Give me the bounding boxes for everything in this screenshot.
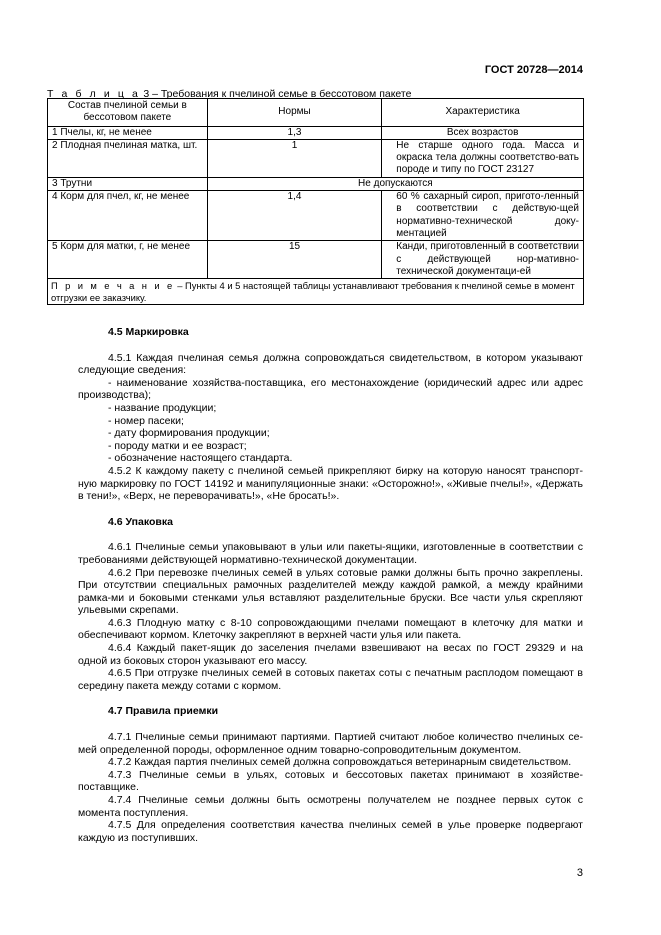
table-cell: 1 Пчелы, кг, не менее (48, 126, 208, 139)
table-cell: 5 Корм для матки, г, не менее (48, 241, 208, 279)
note-text: – Пункты 4 и 5 настоящей таблицы устанавливают требования к пчелиной семье в момент отгрузки ее заказчику. (51, 280, 575, 303)
table-row (48, 177, 584, 190)
paragraph: 4.6.1 Пчелиные семьи упаковывают в ульи или пакеты-ящики, изготовленные в соответствии с требованиями действующей нормативно-технической документации. (78, 541, 583, 566)
section-title: 4.5 Маркировка (108, 326, 189, 338)
list-item: - обозначение настоящего стандарта. (108, 452, 293, 465)
paragraph: 4.5.2 К каждому пакету с пчелиной семьей прикрепляют бирку на которую наносят транспорт-ную маркировку по ГОСТ 14192 и манипуляционные знаки: «Осторожно!», «Живые пчелы!», «Держать в тени!», «Верх, не переворачивать!», «Не бросать!». (78, 464, 583, 503)
table-row (48, 191, 584, 241)
table-note (48, 279, 584, 305)
list-item: - породу матки и ее возраст; (108, 439, 247, 452)
column-header: Состав пчелиной семьи в бессотовом пакете (48, 99, 208, 127)
paragraph: 4.7.1 Пчелиные семьи принимают партиями. Партией считают любое количество пчелиных се-мей определенной породы, оформленное одним товарно-сопроводительным документом. (78, 731, 583, 756)
paragraph: 4.7.2 Каждая партия пчелиных семей должна сопровождаться ветеринарным свидетельством. (108, 756, 572, 769)
paragraph: 4.6.4 Каждый пакет-ящик до заселения пчелами взвешивают на весах по ГОСТ 29329 и на одной из боковых сторон указывают его массу. (78, 642, 583, 667)
table-note-row (48, 279, 584, 305)
table-caption-label: Т а б л и ц а (47, 88, 141, 100)
table-cell: 60 % сахарный сироп, пригото-ленный в соответствии с действую-щей нормативно-технической доку-ментацией (382, 191, 584, 241)
list-item: - номер пасеки; (108, 414, 184, 427)
table-cell: Не старше одного года. Масса и окраска тела должны соответство-вать породе и типу по ГОСТ 23127 (382, 139, 584, 177)
list-item: - название продукции; (108, 401, 217, 414)
column-header: Нормы (207, 99, 382, 127)
table-cell: Всех возрастов (382, 126, 584, 139)
table-cell: 1,4 (207, 191, 382, 241)
note-label: П р и м е ч а н и е (51, 280, 175, 292)
table-cell: Не допускаются (207, 177, 583, 190)
paragraph: 4.7.3 Пчелиные семьи в ульях, сотовых и бессотовых пакетах принимают в хозяйстве-поставщике. (78, 768, 583, 794)
table-cell: 3 Трутни (48, 177, 208, 190)
paragraph: 4.6.2 При перевозке пчелиных семей в ульях сотовые рамки должны быть прочно закреплены. При отсутствии специальных рамочных разделителей между каждой рамкой, а между крайними рамка-ми и боковыми стенками улья вставляют разделительные бруски. Все части улья скрепляют ульевыми скрепами. (78, 566, 583, 617)
paragraph: 4.7.5 Для определения соответствия качества пчелиных семей в улье проверке подвергают каждую из поступивших. (78, 819, 583, 844)
page-number: 3 (576, 867, 583, 879)
table-cell: 15 (207, 241, 382, 279)
document-body (78, 326, 583, 844)
requirements-table (47, 98, 584, 305)
table-cell: 1,3 (207, 126, 382, 139)
section-title: 4.6 Упаковка (108, 515, 173, 528)
list-item: - наименование хозяйства-поставщика, его местонахождение (юридический адрес или адрес производства); (78, 376, 583, 402)
table-row (48, 139, 584, 177)
table-cell: 2 Плодная пчелиная матка, шт. (48, 139, 208, 177)
table-cell: 1 (207, 139, 382, 177)
list-item: - дату формирования продукции; (108, 427, 270, 440)
column-header: Характеристика (382, 99, 584, 127)
table-cell: 4 Корм для пчел, кг, не менее (48, 191, 208, 241)
paragraph: 4.7.4 Пчелиные семьи должны быть осмотрены получателем не позднее первых суток с момента поступления. (78, 794, 583, 819)
paragraph: 4.6.3 Плодную матку с 8-10 сопровождающими пчелами помещают в клеточку для матки и обеспечивают кормом. Клеточку закрепляют в верхней части улья или пакета. (78, 616, 583, 642)
table-row (48, 241, 584, 279)
table-caption-text: 3 – Требования к пчелиной семье в бессотовом пакете (140, 88, 412, 100)
section-title: 4.7 Правила приемки (108, 705, 219, 718)
table-header-row (48, 99, 584, 127)
paragraph: 4.5.1 Каждая пчелиная семья должна сопровождаться свидетельством, в котором указывают следующие сведения: (78, 351, 583, 377)
document-header: ГОСТ 20728—2014 (484, 64, 583, 76)
table-cell: Канди, приготовленный в соответствии с действующей нор-мативно-технической документаци-ей (382, 241, 584, 279)
table-row (48, 126, 584, 139)
paragraph: 4.6.5 При отгрузке пчелиных семей в сотовых пакетах соты с печатным расплодом помещают в середину пакета между сотами с кормом. (78, 667, 583, 692)
